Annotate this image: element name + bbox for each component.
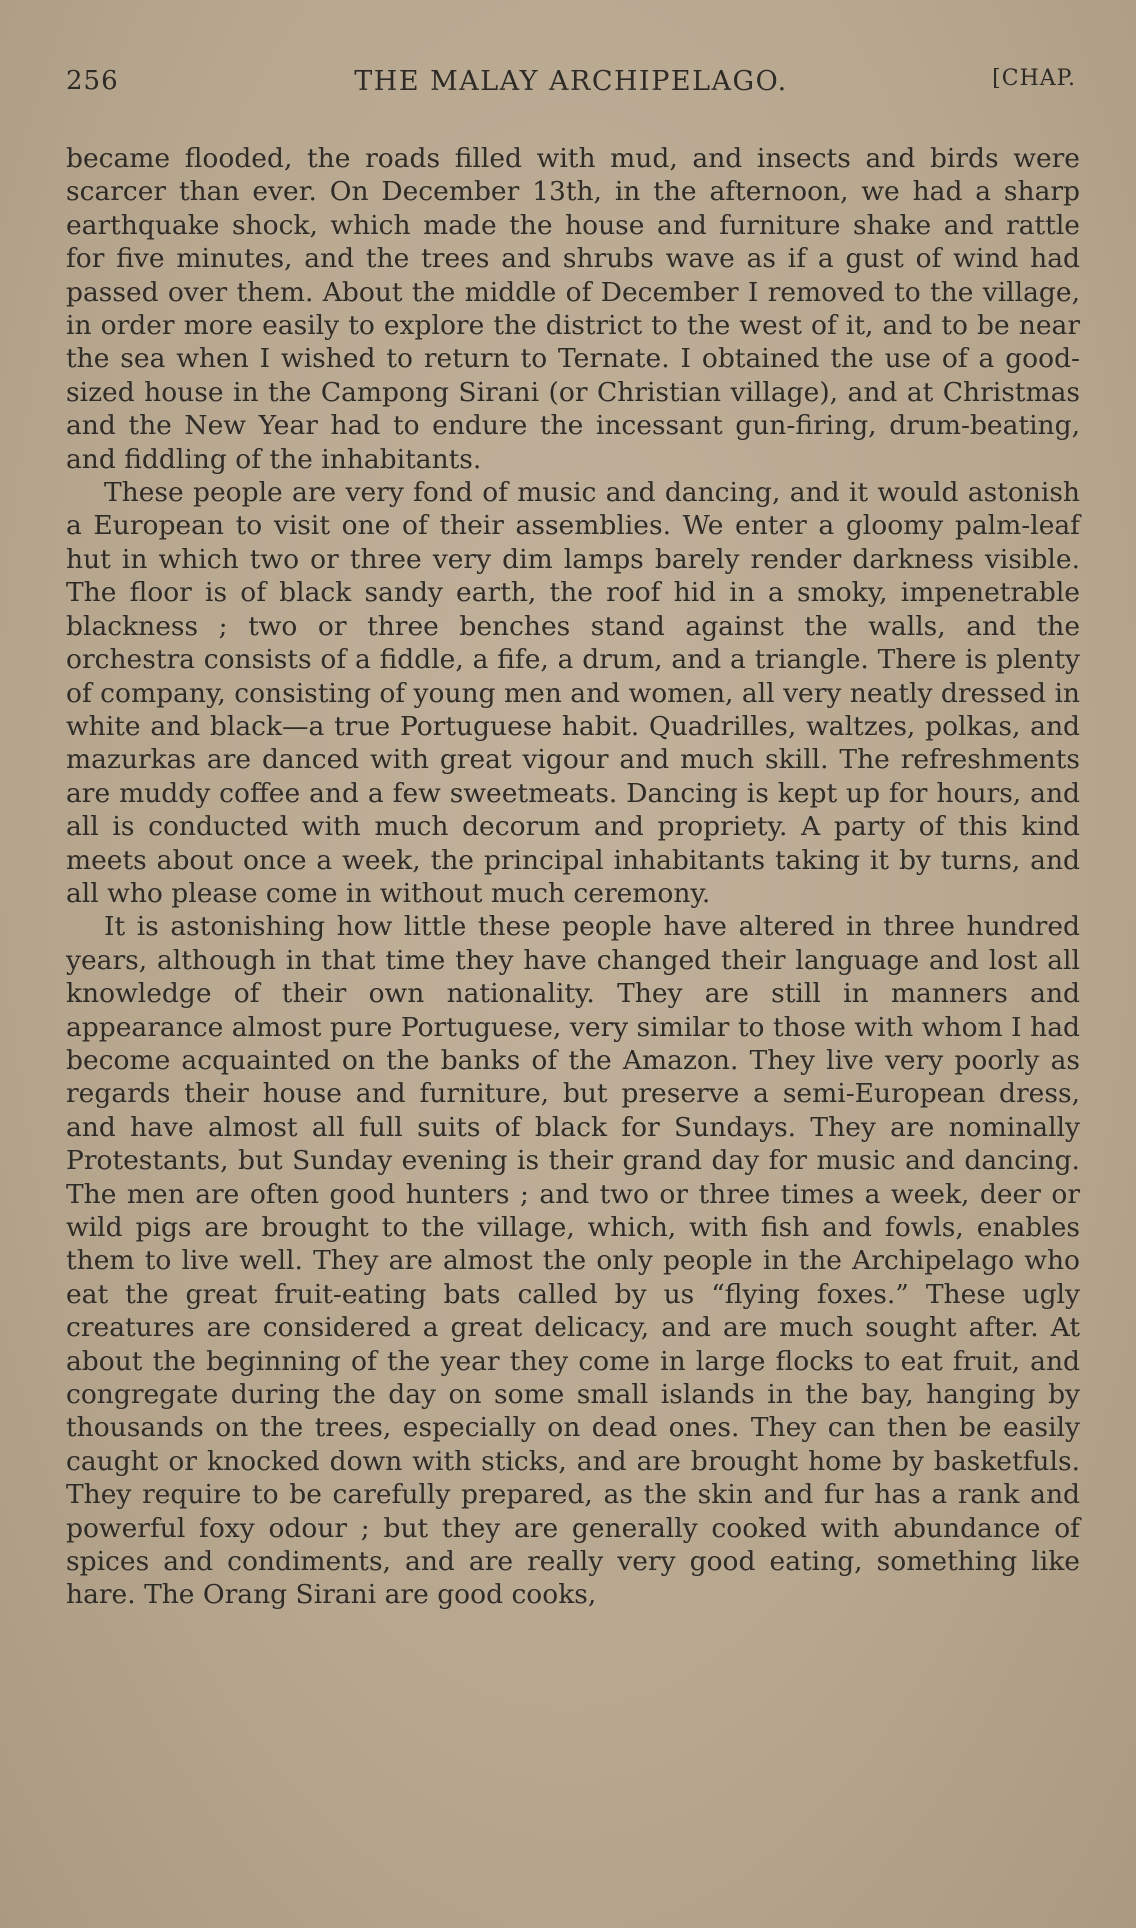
body-text <box>66 142 1080 1612</box>
paragraph-portuguese-customs: It is astonishing how little these people have altered in three hundred years, although in that time they have changed their language and lost all knowledge of their own nationality. They are still in manners and appearance almost pure Portuguese, very similar to those with whom I had become acquainted on the banks of the Amazon. They live very poorly as regards their house and furniture, but preserve a semi-European dress, and have almost all full suits of black for Sundays. They are nominally Protestants, but Sunday evening is their grand day for music and dancing. The men are often good hunters ; and two or three times a week, deer or wild pigs are brought to the village, which, with fish and fowls, enables them to live well. They are almost the only people in the Archipelago who eat the great fruit-eating bats called by us “flying foxes.” These ugly creatures are considered a great delicacy, and are much sought after. At about the beginning of the year they come in large flocks to eat fruit, and congregate during the day on some small islands in the bay, hanging by thousands on the trees, especially on dead ones. They can then be easily caught or knocked down with sticks, and are brought home by basketfuls. They require to be carefully prepared, as the skin and fur has a rank and powerful foxy odour ; but they are generally cooked with abundance of spices and condiments, and are really very good eating, something like hare. The Orang Sirani are good cooks, <box>66 911 1080 1611</box>
paragraph-continuation: became flooded, the roads filled with mud, and insects and birds were scarcer than ever. On December 13th, in the afternoon, we had a sharp earthquake shock, which made the house and furniture shake and rattle for five minutes, and the trees and shrubs wave as if a gust of wind had passed over them. About the middle of December I removed to the village, in order more easily to explore the district to the west of it, and to be near the sea when I wished to return to Ternate. I obtained the use of a good-sized house in the Campong Sirani (or Christian village), and at Christmas and the New Year had to endure the incessant gun-firing, drum-beating, and fiddling of the inhabitants. <box>66 143 1080 475</box>
page-header <box>66 66 1076 106</box>
page-number: 256 <box>66 66 119 96</box>
chapter-label: [CHAP. <box>992 66 1076 91</box>
running-title: THE MALAY ARCHIPELAGO. <box>354 66 788 97</box>
paragraph-music-and-dancing: These people are very fond of music and dancing, and it would astonish a European to visit one of their assemblies. We enter a gloomy palm-leaf hut in which two or three very dim lamps barely render darkness visible. The floor is of black sandy earth, the roof hid in a smoky, impenetrable blackness ; two or three benches stand against the walls, and the orchestra consists of a fiddle, a fife, a drum, and a triangle. There is plenty of company, consisting of young men and women, all very neatly dressed in white and black—a true Portuguese habit. Quadrilles, waltzes, polkas, and mazurkas are danced with great vigour and much skill. The refreshments are muddy coffee and a few sweetmeats. Dancing is kept up for hours, and all is conducted with much decorum and propriety. A party of this kind meets about once a week, the principal inhabitants taking it by turns, and all who please come in without much ceremony. <box>66 477 1080 909</box>
